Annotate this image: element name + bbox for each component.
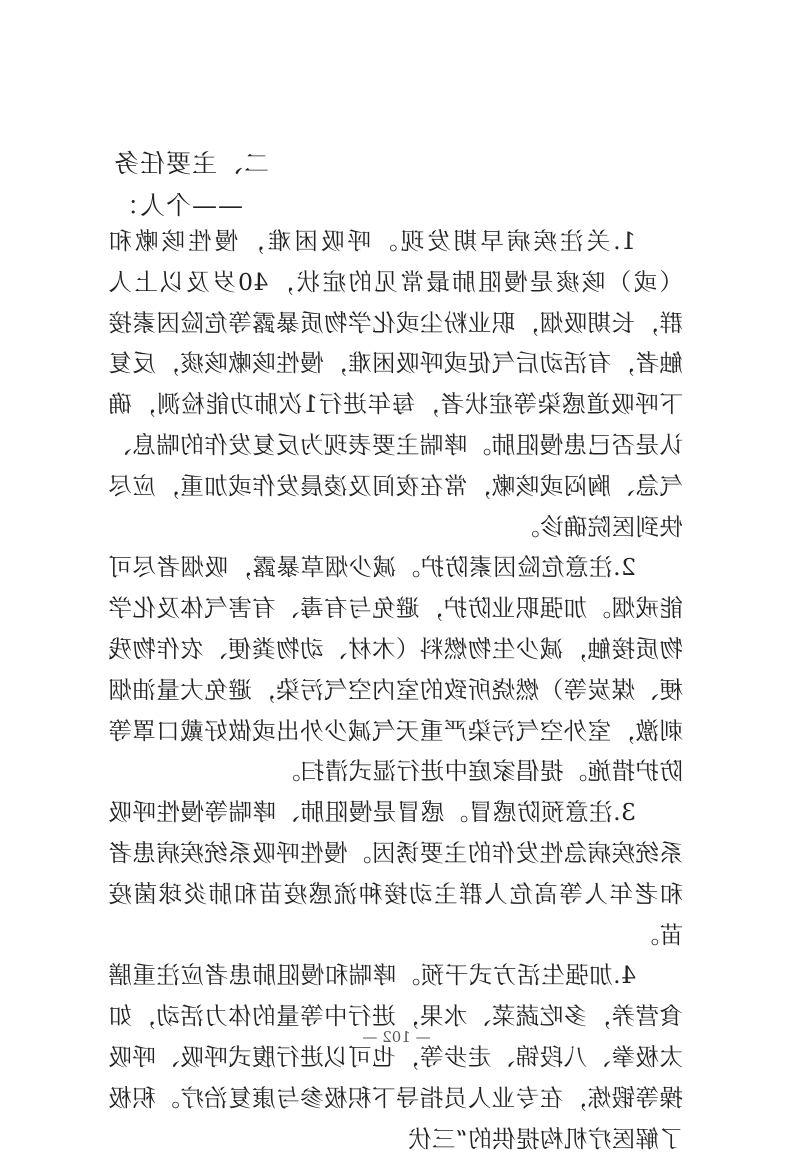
paragraph-1: 1.关注疾病早期发现。呼吸困难，慢性咳嗽和（或）咳痰是慢阻肺最常见的症状，40岁及以上人群，长期吸烟，职业粉尘或化学物质暴露等危险因素接触者，有活动后气促或呼吸困难，慢性咳嗽咳痰，反复下呼吸道感染等症状者，每年进行1次肺功能检测，确认是否已患慢阻肺。哮喘主要表现为反复发作的喘息、气急、胸闷或咳嗽，常在夜间及凌晨发作或加重，应尽快到医院确诊。 [108, 227, 683, 541]
section-subheading: ——个人： [113, 191, 244, 220]
page-number: — 102 — [362, 1028, 431, 1046]
section-heading: 二、主要任务 [113, 149, 270, 178]
paragraph-4: 4.加强生活方式干预。哮喘和慢阻肺患者应注重膳食营养，多吃蔬菜、水果，进行中等量的体力活动，如太极拳、八段锦、走步等，也可以进行腹式呼吸、呼吸操等锻炼，在专业人员指导下积极参与康复治疗。积极了解医疗机构提供的“三伏 [108, 961, 683, 1153]
paragraph-2: 2.注意危险因素防护。减少烟草暴露，吸烟者尽可能戒烟。加强职业防护，避免与有毒、有害气体及化学物质接触，减少生物燃料（木材、动物粪便、农作物残梗、煤炭等）燃烧所致的室内空气污染，避免大量油烟刺激，室外空气污染严重天气减少外出或做好戴口罩等防护措施。提倡家庭中进行湿式清扫。 [108, 553, 683, 786]
paragraph-3: 3.注意预防感冒。感冒是慢阻肺、哮喘等慢性呼吸系统疾病急性发作的主要诱因。慢性呼吸系统疾病患者和老年人等高危人群主动接种流感疫苗和肺炎球菌疫苗。 [108, 798, 683, 949]
body-text [108, 221, 683, 1159]
